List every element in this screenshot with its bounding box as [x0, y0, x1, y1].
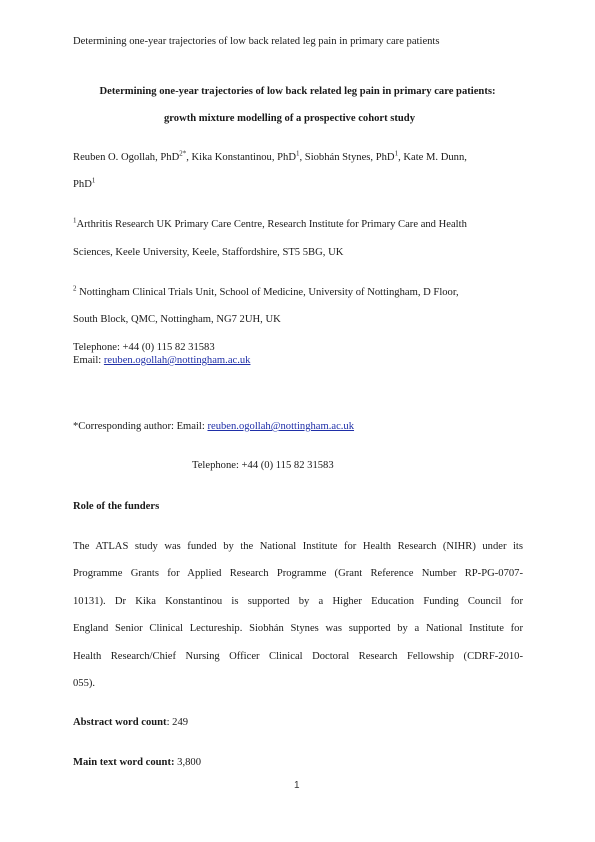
abstract-word-count — [73, 717, 188, 728]
corresponding-author-label: *Corresponding author: Email: — [73, 421, 208, 432]
main-text-word-count — [73, 757, 201, 768]
contact-email-label: Email: — [73, 355, 104, 366]
contact-telephone: Telephone: +44 (0) 115 82 31583 — [73, 342, 215, 353]
funders-line-3: 10131). Dr Kika Konstantinou is supported by a Higher Education Funding Council for — [73, 596, 523, 607]
corresponding-email-link[interactable]: reuben.ogollah@nottingham.ac.uk — [207, 421, 355, 432]
author-4: , Kate M. Dunn, — [398, 152, 467, 163]
affiliation-1-marker: 1 — [73, 216, 77, 225]
author-3: , Siobhán Stynes, PhD — [299, 152, 395, 163]
affiliation-2-line-1: $^2$ Nottingham Clinical Trials Unit, School of Medicine, University of Nottingham, D Floor, — [73, 284, 459, 298]
running-header: Determining one-year trajectories of low back related leg pain in primary care patients — [73, 36, 440, 47]
funders-line-6: 055). — [73, 678, 96, 689]
author-1: Reuben O. Ogollah, PhD — [73, 152, 180, 163]
main-text-word-count-label: Main text word count: — [73, 757, 175, 768]
affiliation-1-line-2: Sciences, Keele University, Keele, Staffordshire, ST5 5BG, UK — [73, 247, 344, 258]
funders-heading: Role of the funders — [73, 501, 160, 512]
author-2: , Kika Konstantinou, PhD — [186, 152, 296, 163]
author-line-2 — [73, 176, 96, 190]
corresponding-telephone: Telephone: +44 (0) 115 82 31583 — [192, 460, 334, 471]
affiliation-1-line-1: $^1$Arthritis Research UK Primary Care Centre, Research Institute for Primary Care and Health — [73, 216, 467, 230]
funders-line-2: Programme Grants for Applied Research Programme (Grant Reference Number RP-PG-0707- — [73, 568, 523, 579]
funders-line-5: Health Research/Chief Nursing Officer Clinical Doctoral Research Fellowship (CDRF-2010- — [73, 651, 523, 662]
author-line — [73, 149, 467, 163]
author-2-affiliation: 1 — [296, 149, 300, 158]
funders-line-1: The ATLAS study was funded by the National Institute for Health Research (NIHR) under its — [73, 541, 523, 552]
author-3-affiliation: 1 — [394, 149, 399, 158]
title-line-1: Determining one-year trajectories of low back related leg pain in primary care patients: — [99, 86, 496, 97]
abstract-word-count-label: Abstract word count — [73, 717, 167, 728]
author-4-degree: PhD — [73, 179, 92, 190]
title-line-2: growth mixture modelling of a prospective cohort study — [163, 113, 415, 124]
abstract-word-count-value: : 249 — [166, 717, 189, 728]
contact-email-line — [73, 355, 250, 366]
affiliation-2-marker: 2 — [73, 284, 77, 293]
page-number: 1 — [294, 780, 300, 791]
author-1-affiliation: 2* — [179, 149, 187, 158]
affiliation-2-line-2: South Block, QMC, Nottingham, NG7 2UH, UK — [73, 314, 281, 325]
main-text-word-count-value: 3,800 — [174, 757, 201, 768]
contact-email-link[interactable]: reuben.ogollah@nottingham.ac.uk — [103, 355, 251, 366]
corresponding-author-line — [73, 421, 354, 432]
funders-line-4: England Senior Clinical Lectureship. Siobhán Stynes was supported by a National Institute for — [73, 623, 523, 634]
author-4-affiliation: 1 — [91, 176, 96, 185]
